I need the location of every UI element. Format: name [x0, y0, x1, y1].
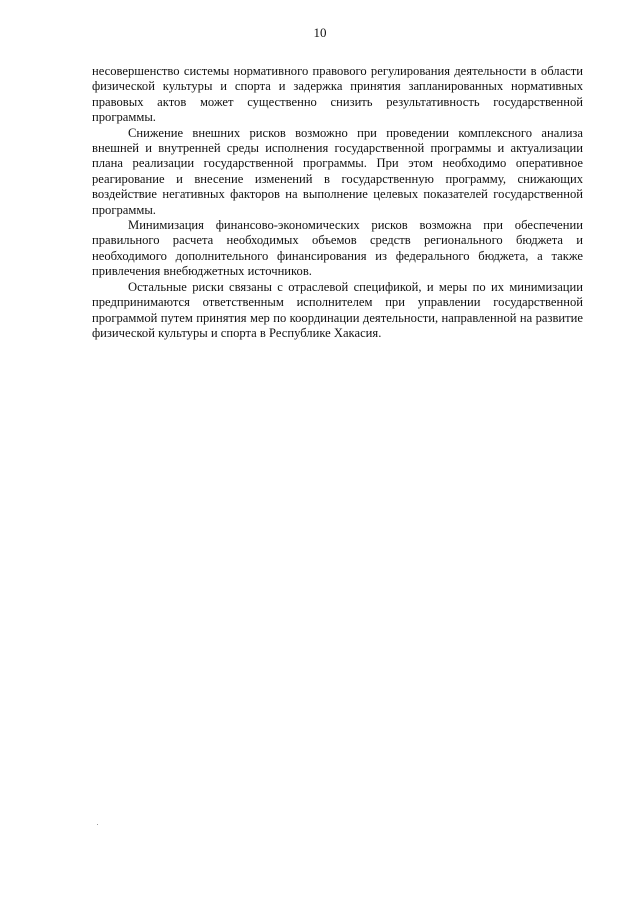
- document-body: [92, 64, 583, 341]
- paragraph-continuation: несовершенство системы нормативного правового регулирования деятельности в области физической культуры и спорта и задержка принятия запланированных нормативных правовых актов может существенно снизить результативность государственной программы.: [92, 64, 583, 125]
- paragraph-external-risks: Снижение внешних рисков возможно при проведении комплексного анализа внешней и внутренней среды исполнения государственной программы и актуализации плана реализации государственной программы. При этом необходимо оперативное реагирование и внесение изменений в государственную программу, снижающих воздействие негативных факторов на выполнение целевых показателей государственной программы.: [92, 125, 583, 217]
- paragraph-financial-risks: Минимизация финансово-экономических рисков возможна при обеспечении правильного расчета необходимых объемов средств регионального бюджета и необходимого дополнительного финансирования из федерального бюджета, а также привлечения внебюджетных источников.: [92, 218, 583, 279]
- paragraph-other-risks: Остальные риски связаны с отраслевой спецификой, и меры по их минимизации предпринимаются ответственным исполнителем при управлении государственной программой путем принятия мер по координации деятельности, направленной на развитие физической культуры и спорта в Республике Хакасия.: [92, 279, 583, 340]
- page-number: 10: [313, 25, 327, 40]
- scan-speck: [97, 824, 98, 825]
